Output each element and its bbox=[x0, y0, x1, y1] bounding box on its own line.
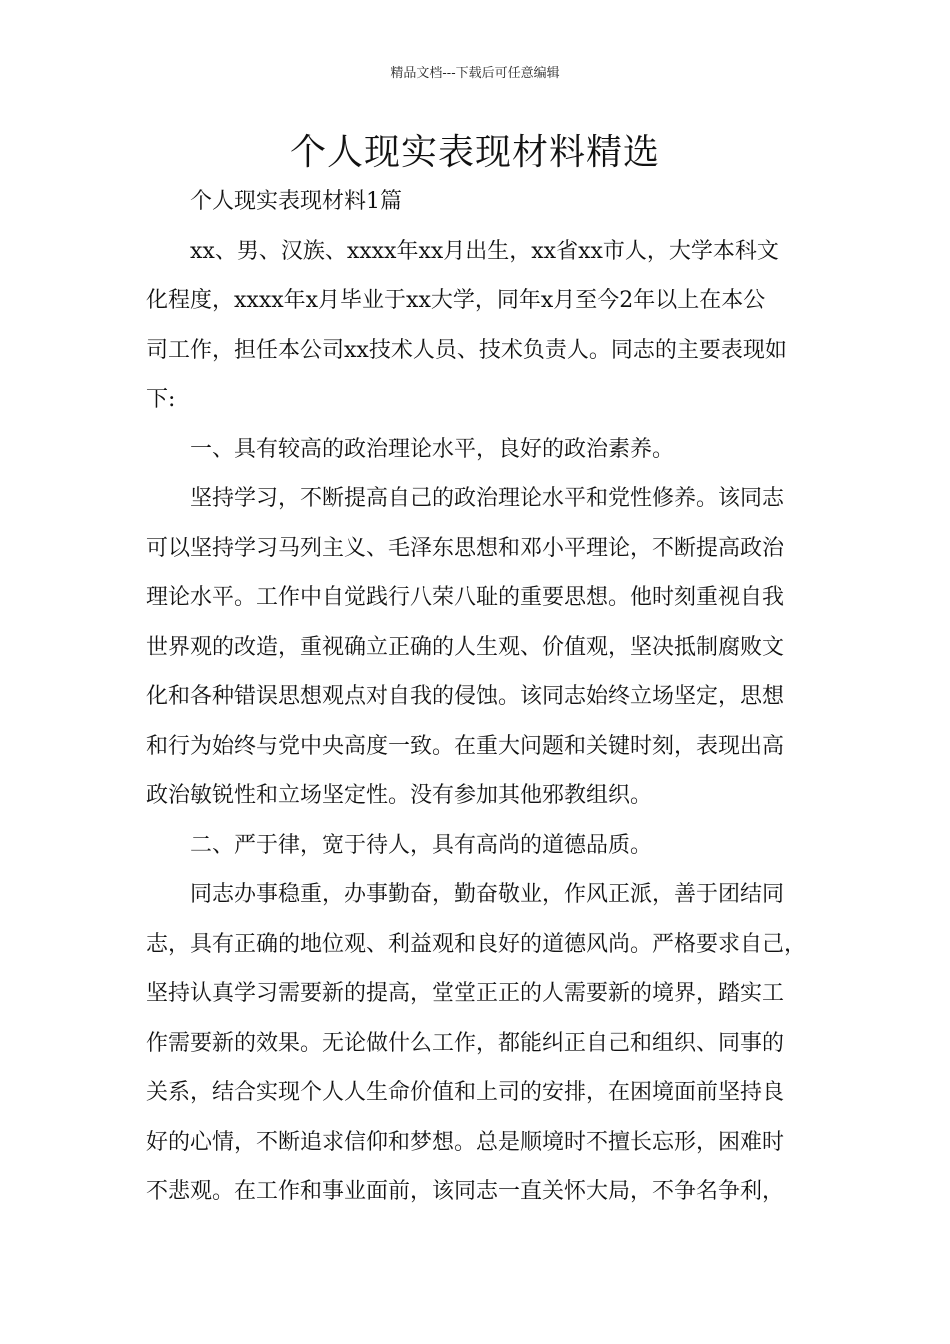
document-body bbox=[146, 177, 820, 1217]
text-line: 世界观的改造，重视确立正确的人生观、价值观，坚决抵制腐败文 bbox=[146, 634, 785, 660]
text-line: 不悲观。在工作和事业面前，该同志一直关怀大局，不争名争利， bbox=[146, 1179, 785, 1204]
text-line: 司工作，担任本公司xx技术人员、技术负责人。同志的主要表现如 bbox=[146, 337, 787, 363]
text-line: 一、具有较高的政治理论水平，良好的政治素养。 bbox=[190, 436, 675, 462]
text-line: 下: bbox=[146, 387, 176, 412]
text-line: 化和各种错误思想观点对自我的侵蚀。该同志始终立场坚定，思想 bbox=[146, 684, 785, 709]
text-line: 个人现实表现材料1篇 bbox=[190, 189, 402, 214]
text-line: 理论水平。工作中自觉践行八荣八耻的重要思想。他时刻重视自我 bbox=[146, 585, 785, 610]
text-line: 坚持学习，不断提高自己的政治理论水平和党性修养。该同志 bbox=[190, 486, 785, 511]
text-line: 好的心情，不断追求信仰和梦想。总是顺境时不擅长忘形，困难时 bbox=[146, 1129, 785, 1155]
text-line: 同志办事稳重，办事勤奋，勤奋敬业，作风正派，善于团结同 bbox=[190, 882, 785, 907]
text-line: 政治敏锐性和立场坚定性。没有参加其他邪教组织。 bbox=[146, 783, 653, 808]
text-line: 可以坚持学习马列主义、毛泽东思想和邓小平理论，不断提高政治 bbox=[146, 535, 785, 561]
text-line: 二、严于律，宽于待人，具有高尚的道德品质。 bbox=[190, 832, 653, 858]
text-line: 关系，结合实现个人人生命价值和上司的安排，在困境面前坚持良 bbox=[146, 1080, 785, 1105]
document-title: 个人现实表现材料精选 bbox=[289, 132, 660, 173]
text-line: xx、男、汉族、xxxx年xx月出生，xx省xx市人，大学本科文 bbox=[190, 238, 779, 264]
page-header: 精品文档---下载后可任意编辑 bbox=[390, 66, 560, 81]
text-line: 志，具有正确的地位观、利益观和良好的道德风尚。严格要求自己， bbox=[146, 931, 807, 957]
text-line: 化程度，xxxx年x月毕业于xx大学，同年x月至今2年以上在本公 bbox=[146, 288, 766, 313]
text-line: 作需要新的效果。无论做什么工作，都能纠正自己和组织、同事的 bbox=[146, 1030, 785, 1056]
text-line: 坚持认真学习需要新的提高，堂堂正正的人需要新的境界，踏实工 bbox=[146, 981, 785, 1006]
text-line: 和行为始终与党中央高度一致。在重大问题和关键时刻，表现出高 bbox=[146, 733, 785, 759]
